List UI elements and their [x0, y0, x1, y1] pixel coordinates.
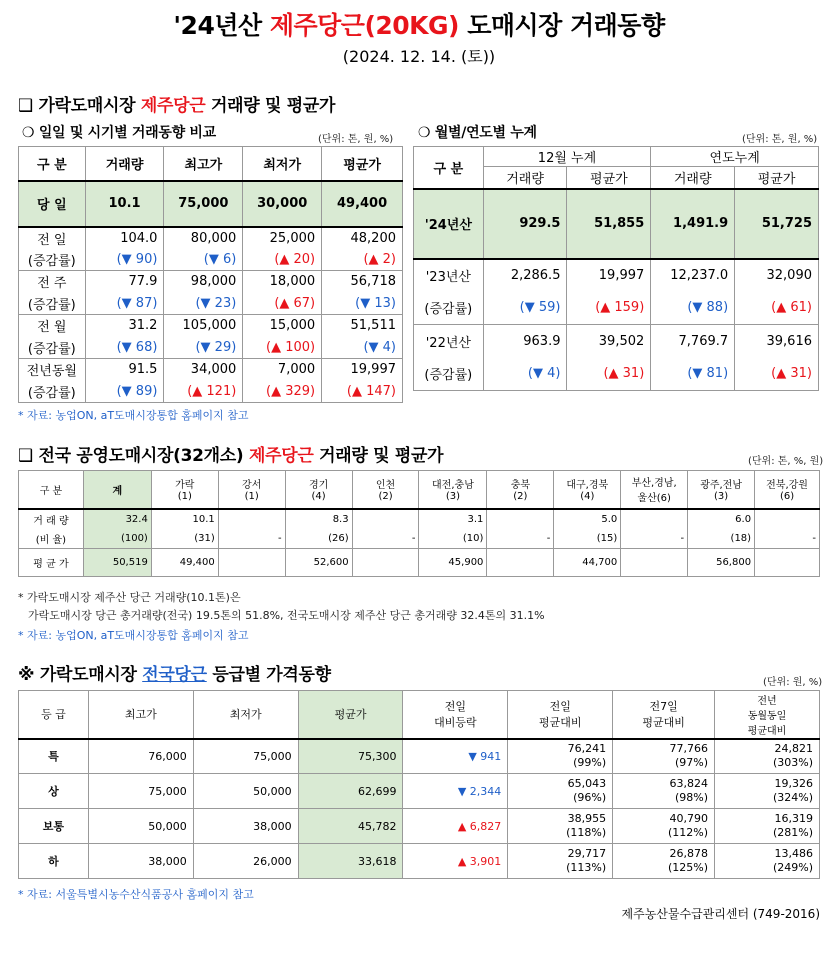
table-cell: 광주,전남 (3)	[688, 471, 755, 509]
table-cell: 50,000	[88, 809, 193, 844]
table-cell: 75,000	[164, 181, 243, 227]
table-cell: 929.5	[483, 189, 567, 259]
table-cell: (▲ 67)	[243, 293, 322, 315]
table-cell: 75,000	[193, 739, 298, 774]
cumulative-group-row	[414, 147, 819, 167]
table-cell: 6.0	[688, 509, 755, 529]
table-cell: (▼ 29)	[164, 337, 243, 359]
table-cell: 15,000	[243, 315, 322, 337]
table-cell: 당 일	[19, 181, 86, 227]
table-cell: 25,000	[243, 227, 322, 249]
daily-table	[18, 146, 403, 403]
table-cell	[352, 509, 419, 529]
table-cell: 19,997	[567, 259, 651, 292]
table-cell: 거래량	[483, 167, 567, 189]
table-cell: (▼ 87)	[85, 293, 164, 315]
table-cell: 특	[19, 739, 89, 774]
section2-note-1: * 가락도매시장 제주산 당근 거래량(10.1톤)은	[18, 591, 241, 604]
table-cell	[487, 509, 554, 529]
table-cell: 32.4	[83, 509, 151, 529]
table-cell	[352, 549, 419, 577]
cumulative-unit: (단위: 톤, 원, %)	[742, 134, 818, 145]
table-cell: 전북,강원 (6)	[755, 471, 820, 509]
table-cell: 대전,충남 (3)	[419, 471, 487, 509]
section2-heading: ❑ 전국 공영도매시장(32개소) 제주당근 거래량 및 평균가	[18, 446, 444, 466]
table-cell: 50,000	[193, 774, 298, 809]
table-cell: (증감률)	[414, 292, 484, 325]
table-cell: (증감률)	[19, 381, 86, 403]
table-cell: 최저가	[243, 147, 322, 181]
section2-unit: (단위: 톤, %, 원)	[748, 456, 824, 467]
table-cell: 39,502	[567, 325, 651, 358]
table-cell: (15)	[554, 529, 621, 549]
table-cell: 거래량	[651, 167, 735, 189]
table-cell: 44,700	[554, 549, 621, 577]
table-cell: 평균가	[567, 167, 651, 189]
table-cell: 49,400	[151, 549, 218, 577]
daily-unit: (단위: 톤, 원, %)	[318, 134, 394, 145]
daily-change-row	[19, 249, 403, 271]
cumulative-row	[414, 325, 819, 358]
table-cell: (증감률)	[414, 358, 484, 391]
table-cell: 76,241 (99%)	[508, 739, 613, 774]
table-cell: 10.1	[151, 509, 218, 529]
table-cell: (▼ 4)	[322, 337, 403, 359]
table-cell: '24년산	[414, 189, 484, 259]
table-cell: 56,800	[688, 549, 755, 577]
table-cell: (▲ 20)	[243, 249, 322, 271]
table-cell: (▲ 61)	[735, 292, 819, 325]
table-cell: 인천 (2)	[352, 471, 419, 509]
table-cell: 105,000	[164, 315, 243, 337]
table-cell: 30,000	[243, 181, 322, 227]
table-cell: 평균가	[298, 691, 403, 739]
table-cell: ▲ 6,827	[403, 809, 508, 844]
table-cell: (▼ 81)	[651, 358, 735, 391]
report-date: (2024. 12. 14. (토))	[342, 47, 496, 66]
table-cell: (▼ 68)	[85, 337, 164, 359]
table-cell: (▼ 13)	[322, 293, 403, 315]
table-cell: 51,511	[322, 315, 403, 337]
table-cell: 51,725	[735, 189, 819, 259]
table-cell: 104.0	[85, 227, 164, 249]
table-cell: (10)	[419, 529, 487, 549]
table-cell: 52,600	[285, 549, 352, 577]
table-cell: (26)	[285, 529, 352, 549]
table-cell: (18)	[688, 529, 755, 549]
table-cell: -	[218, 529, 285, 549]
section1-heading: ❑ 가락도매시장 제주당근 거래량 및 평균가	[18, 96, 336, 116]
table-cell: 전 월	[19, 315, 86, 337]
table-cell: 50,519	[83, 549, 151, 577]
table-cell: (▼ 4)	[483, 358, 567, 391]
grade-row	[19, 774, 820, 809]
table-cell: (▲ 147)	[322, 381, 403, 403]
cumulative-change-row	[414, 292, 819, 325]
table-cell	[218, 509, 285, 529]
table-cell: 19,326 (324%)	[715, 774, 820, 809]
section2-note-2: 가락도매시장 당근 총거래량(전국) 19.5톤의 51.8%, 전국도매시장 제주산 당근 총거래량 32.4톤의 31.1%	[28, 609, 545, 622]
table-cell: (▲ 31)	[567, 358, 651, 391]
table-cell: 구 분	[19, 147, 86, 181]
table-cell: 12,237.0	[651, 259, 735, 292]
table-cell: '23년산	[414, 259, 484, 292]
table-cell: (▼ 89)	[85, 381, 164, 403]
table-cell: 구 분	[19, 471, 84, 509]
table-cell: (31)	[151, 529, 218, 549]
table-cell: 56,718	[322, 271, 403, 293]
cumulative-current-row	[414, 189, 819, 259]
grade-header-row	[19, 691, 820, 739]
table-cell: 33,618	[298, 844, 403, 879]
daily-change-row	[19, 293, 403, 315]
table-cell: 전 일	[19, 227, 86, 249]
table-cell: -	[755, 529, 820, 549]
daily-row	[19, 227, 403, 249]
table-cell: (▼ 59)	[483, 292, 567, 325]
table-cell: (▲ 2)	[322, 249, 403, 271]
daily-header-row	[19, 147, 403, 181]
national-header-row	[19, 471, 820, 509]
table-cell: (▼ 23)	[164, 293, 243, 315]
grade-table	[18, 690, 820, 879]
table-cell: 10.1	[85, 181, 164, 227]
daily-row	[19, 315, 403, 337]
table-cell: 전7일 평균대비	[613, 691, 715, 739]
table-cell: 91.5	[85, 359, 164, 381]
table-cell: 7,000	[243, 359, 322, 381]
table-cell: (증감률)	[19, 249, 86, 271]
table-cell: -	[487, 529, 554, 549]
daily-row	[19, 271, 403, 293]
table-cell: 34,000	[164, 359, 243, 381]
table-cell: 강서 (1)	[218, 471, 285, 509]
table-cell: 29,717 (113%)	[508, 844, 613, 879]
table-cell: 가락 (1)	[151, 471, 218, 509]
table-cell	[621, 509, 688, 529]
section3-source-note: * 자료: 서울특별시농수산식품공사 홈페이지 참고	[18, 888, 254, 901]
table-cell: (▲ 159)	[567, 292, 651, 325]
table-cell: (▲ 31)	[735, 358, 819, 391]
table-cell: 7,769.7	[651, 325, 735, 358]
table-cell: 19,997	[322, 359, 403, 381]
table-cell: 연도누계	[651, 147, 819, 167]
table-cell: 80,000	[164, 227, 243, 249]
table-cell: (▼ 90)	[85, 249, 164, 271]
national-price-row	[19, 549, 820, 577]
grade-row	[19, 739, 820, 774]
table-cell: 평균가	[322, 147, 403, 181]
table-cell: 경기 (4)	[285, 471, 352, 509]
table-cell: (증감률)	[19, 337, 86, 359]
table-cell	[218, 549, 285, 577]
table-cell: 보통	[19, 809, 89, 844]
table-cell: -	[352, 529, 419, 549]
table-cell: 51,855	[567, 189, 651, 259]
section1-source-note: * 자료: 농업ON, aT도매시장통합 홈페이지 참고	[18, 409, 249, 422]
table-cell: 48,200	[322, 227, 403, 249]
table-cell: 최고가	[88, 691, 193, 739]
table-cell	[755, 509, 820, 529]
table-cell: 77,766 (97%)	[613, 739, 715, 774]
table-cell: 충북 (2)	[487, 471, 554, 509]
national-table	[18, 470, 820, 577]
section3-heading: ※ 가락도매시장 전국당근 등급별 가격동향	[18, 665, 331, 685]
table-cell: 38,000	[88, 844, 193, 879]
national-ratio-row	[19, 529, 820, 549]
table-cell: 40,790 (112%)	[613, 809, 715, 844]
daily-subheading: ❍ 일일 및 시기별 거래동향 비교	[22, 125, 216, 141]
table-cell: 3.1	[419, 509, 487, 529]
table-cell: 38,000	[193, 809, 298, 844]
table-cell: (100)	[83, 529, 151, 549]
table-cell: (비 율)	[19, 529, 84, 549]
table-cell: (▲ 329)	[243, 381, 322, 403]
table-cell: (▲ 121)	[164, 381, 243, 403]
table-cell: 최저가	[193, 691, 298, 739]
table-cell: -	[621, 529, 688, 549]
table-cell: (▲ 100)	[243, 337, 322, 359]
table-cell: 63,824 (98%)	[613, 774, 715, 809]
table-cell: 65,043 (96%)	[508, 774, 613, 809]
grade-row	[19, 809, 820, 844]
table-cell: 39,616	[735, 325, 819, 358]
page-title: '24년산 제주당근(20KG) 도매시장 거래동향	[173, 11, 665, 40]
daily-change-row	[19, 381, 403, 403]
table-cell: ▲ 3,901	[403, 844, 508, 879]
table-cell: 38,955 (118%)	[508, 809, 613, 844]
daily-today-row	[19, 181, 403, 227]
table-cell: 963.9	[483, 325, 567, 358]
table-cell: ▼ 2,344	[403, 774, 508, 809]
table-cell: 상	[19, 774, 89, 809]
table-cell: 18,000	[243, 271, 322, 293]
table-cell: 전일 평균대비	[508, 691, 613, 739]
table-cell: 26,878 (125%)	[613, 844, 715, 879]
section3-unit: (단위: 원, %)	[763, 677, 823, 688]
national-volume-row	[19, 509, 820, 529]
table-cell: 2,286.5	[483, 259, 567, 292]
table-cell: 하	[19, 844, 89, 879]
table-cell: (▼ 88)	[651, 292, 735, 325]
table-cell: 16,319 (281%)	[715, 809, 820, 844]
daily-row	[19, 359, 403, 381]
table-cell: 거래량	[85, 147, 164, 181]
table-cell: 평균가	[735, 167, 819, 189]
table-cell	[487, 549, 554, 577]
table-cell: 45,782	[298, 809, 403, 844]
table-cell: 24,821 (303%)	[715, 739, 820, 774]
table-cell: 평 균 가	[19, 549, 84, 577]
table-cell: 62,699	[298, 774, 403, 809]
cumulative-subheading: ❍ 월별/연도별 누계	[418, 125, 537, 141]
table-cell: 77.9	[85, 271, 164, 293]
table-cell	[755, 549, 820, 577]
daily-change-row	[19, 337, 403, 359]
table-cell: 대구,경북 (4)	[554, 471, 621, 509]
table-cell: (증감률)	[19, 293, 86, 315]
table-cell: 75,300	[298, 739, 403, 774]
table-cell: ▼ 941	[403, 739, 508, 774]
table-cell: 76,000	[88, 739, 193, 774]
table-cell: 5.0	[554, 509, 621, 529]
table-cell: 13,486 (249%)	[715, 844, 820, 879]
table-cell: (▼ 6)	[164, 249, 243, 271]
table-cell: 계	[83, 471, 151, 509]
table-cell: 전 주	[19, 271, 86, 293]
table-cell: 75,000	[88, 774, 193, 809]
table-cell: 최고가	[164, 147, 243, 181]
table-cell: 구 분	[414, 147, 484, 189]
table-cell: 49,400	[322, 181, 403, 227]
table-cell: 26,000	[193, 844, 298, 879]
table-cell: 전년 동월동일 평균대비	[715, 691, 820, 739]
cumulative-table	[413, 146, 819, 391]
table-cell: 거 래 량	[19, 509, 84, 529]
table-cell: 12월 누계	[483, 147, 651, 167]
table-cell: 등 급	[19, 691, 89, 739]
table-cell: 8.3	[285, 509, 352, 529]
table-cell: 98,000	[164, 271, 243, 293]
cumulative-row	[414, 259, 819, 292]
table-cell: 전일 대비등락	[403, 691, 508, 739]
table-cell: 부산,경남, 울산(6)	[621, 471, 688, 509]
table-cell: 32,090	[735, 259, 819, 292]
footer-contact: 제주농산물수급관리센터 (749-2016)	[621, 907, 820, 921]
table-cell: '22년산	[414, 325, 484, 358]
table-cell: 45,900	[419, 549, 487, 577]
table-cell: 1,491.9	[651, 189, 735, 259]
table-cell: 전년동월	[19, 359, 86, 381]
grade-row	[19, 844, 820, 879]
table-cell: 31.2	[85, 315, 164, 337]
cumulative-change-row	[414, 358, 819, 391]
table-cell	[621, 549, 688, 577]
section2-source-note: * 자료: 농업ON, aT도매시장통합 홈페이지 참고	[18, 629, 249, 642]
